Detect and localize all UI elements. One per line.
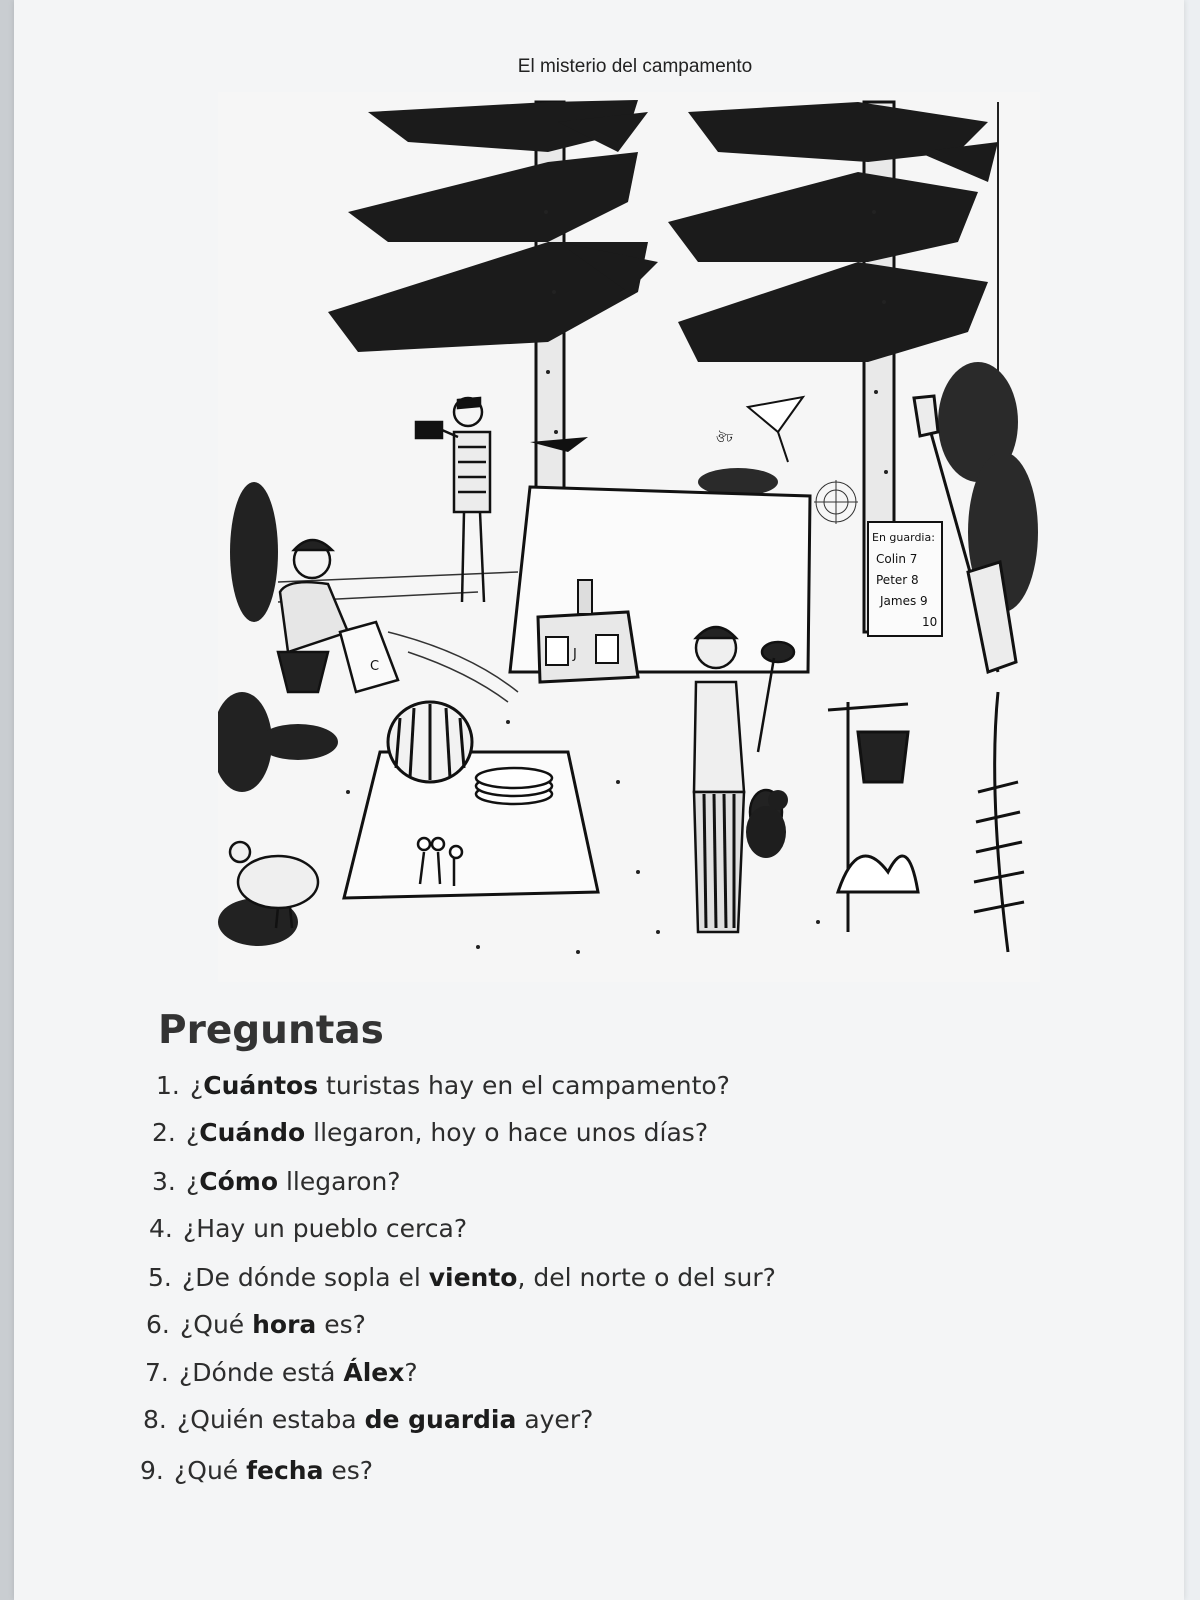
backpack-letter: J xyxy=(573,647,577,662)
roster-entry-peter: Peter 8 xyxy=(876,573,919,587)
bag-letter: C xyxy=(370,659,380,674)
roster-entry-colin: Colin 7 xyxy=(876,552,918,566)
question-item: 8. ¿Quién estaba de guardia ayer? xyxy=(143,1405,594,1434)
roster-title: En guardia: xyxy=(872,531,935,544)
roster-entry-ten: 10 xyxy=(922,615,938,629)
question-item: 6. ¿Qué hora es? xyxy=(146,1310,366,1339)
document-title: El misterio del campamento xyxy=(517,56,753,77)
question-item: 4. ¿Hay un pueblo cerca? xyxy=(149,1214,468,1243)
small-sign: ঔঢ xyxy=(716,431,733,445)
question-item: 5. ¿De dónde sopla el viento, del norte o del sur? xyxy=(148,1263,776,1292)
question-item: 2. ¿Cuándo llegaron, hoy o hace unos días? xyxy=(152,1118,709,1147)
question-item: 1. ¿Cuántos turistas hay en el campamento? xyxy=(156,1071,730,1100)
roster-entry-james: James 9 xyxy=(880,594,928,608)
question-item: 3. ¿Cómo llegaron? xyxy=(152,1167,401,1196)
question-item: 9. ¿Qué fecha es? xyxy=(140,1456,374,1485)
questions-heading: Preguntas xyxy=(158,1008,384,1053)
question-item: 7. ¿Dónde está Álex? xyxy=(145,1358,418,1387)
